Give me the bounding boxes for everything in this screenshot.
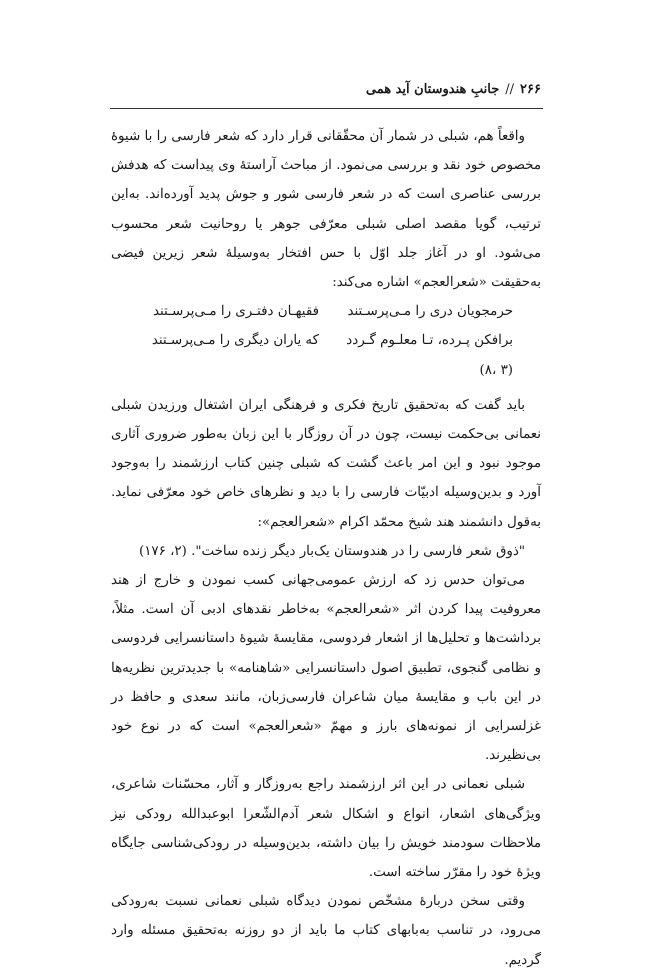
paragraph-4: شبلی نعمانی در این اثر ارزشمند راجع به‌روزگار و آثار، محسّنات شاعری، ویژگی‌های اشعار، انواع و اشکال شعر آدم‌الشّعرا ابوعبدالله رودکی نیز ملاحظات سودمند خویش را بیان داشته، بدین‌وسیله در رودکی‌شناسی جایگاه ویژهٔ خود را مقرّر ساخته است.: [111, 777, 541, 881]
header-separator: //: [505, 82, 515, 97]
paragraph-1: واقعاً هم، شبلی در شمار آن محقّقانی قرار دارد که شعر فارسی را با شیوهٔ مخصوص خود نقد و بررسی می‌نمود. از مباحث آراستهٔ وی پیداست که هدفش بررسی عناصری است که در شعر فارسی شور و جوش پدید آورده‌اند. به‌این ترتیب، گویا مقصد اصلی شبلی معرّفی جوهر یا روحانیت شعر محسوب می‌شود. او در آغاز جلد اوّل با حس افتخار به‌وسیلهٔ شعر زیرین فیضی به‌حقیقت «شعرالعجم» اشاره می‌کند:: [111, 129, 541, 291]
hemistich-2a: برافکن پـرده، تـا معلـوم گـردد: [346, 333, 513, 349]
body-text: [111, 122, 541, 975]
header-rule: [110, 108, 543, 109]
paragraph-5: وقتی سخن دربارهٔ مشخّص نمودن دیدگاه شبلی نعمانی نسبت به‌رودکی می‌رود، در تناسب به‌بابهای کتاب ما باید از دو روزنه به‌تحقیق مسئله وارد گردیم.: [111, 894, 541, 968]
hemistich-1b: فقیهـان دفتـری را مـی‌پرسـتند: [152, 304, 319, 320]
hemistich-2b: که یاران دیگری را مـی‌پرسـتند: [151, 333, 319, 349]
running-title: جانبِ هندوستان آید همی: [365, 82, 500, 97]
verse-line-2: [111, 326, 513, 355]
quotation: "ذوق شعر فارسی را در هندوستان یک‌بار دیگر زنده ساخت". (۲، ۱۷۶): [139, 543, 525, 559]
running-head: [110, 82, 541, 97]
verse-reference: (۳ ،۸): [479, 362, 513, 378]
paragraph-3: می‌توان حدس زد که ارزش عمومی‌جهانی کسب نمودن و خارج از هند معروفیت پیدا کردن اثر «شعرالعجم» به‌خاطر نقدهای ادبی آن است. مثلاً، برداشت‌ها و تحلیل‌ها از اشعار فردوسی، مقایسهٔ شیوهٔ داستانسرایی فردوسی و نظامی گنجوی، تطبیق اصول داستانسرایی «شاهنامه» با جدیدترین نظریه‌ها در این باب و مقایسهٔ میان شاعران فارسی‌زبان، مانند سعدی و حافظ در غزلسرایی از نمونه‌های بارز و مهمّ «شعرالعجم» است که در نوع خود بی‌نظیرند.: [111, 573, 541, 764]
verse-line-1: [111, 297, 513, 326]
hemistich-1a: حرمجویان دری را مـی‌پرسـتند: [347, 304, 513, 320]
page-number: ۲۶۶: [520, 82, 541, 97]
paragraph-2: باید گفت که به‌تحقیق تاریخ فکری و فرهنگی ایران اشتغال ورزیدن شبلی نعمانی بی‌حکمت نیست، چون در آن روزگار با این زبان به‌طور ضروری آثاری موجود نبود و این امر باعث گشت که شبلی چنین کتاب ارزشمند را به‌وجود آورد و بدین‌وسیله ادبیّات فارسی را با دید و نظرهای خاص خود معرّفی نماید. به‌قول دانشمند هند شیخ محمّد اکرام «شعرالعجم»:: [111, 397, 541, 530]
verse-block: [111, 297, 541, 385]
